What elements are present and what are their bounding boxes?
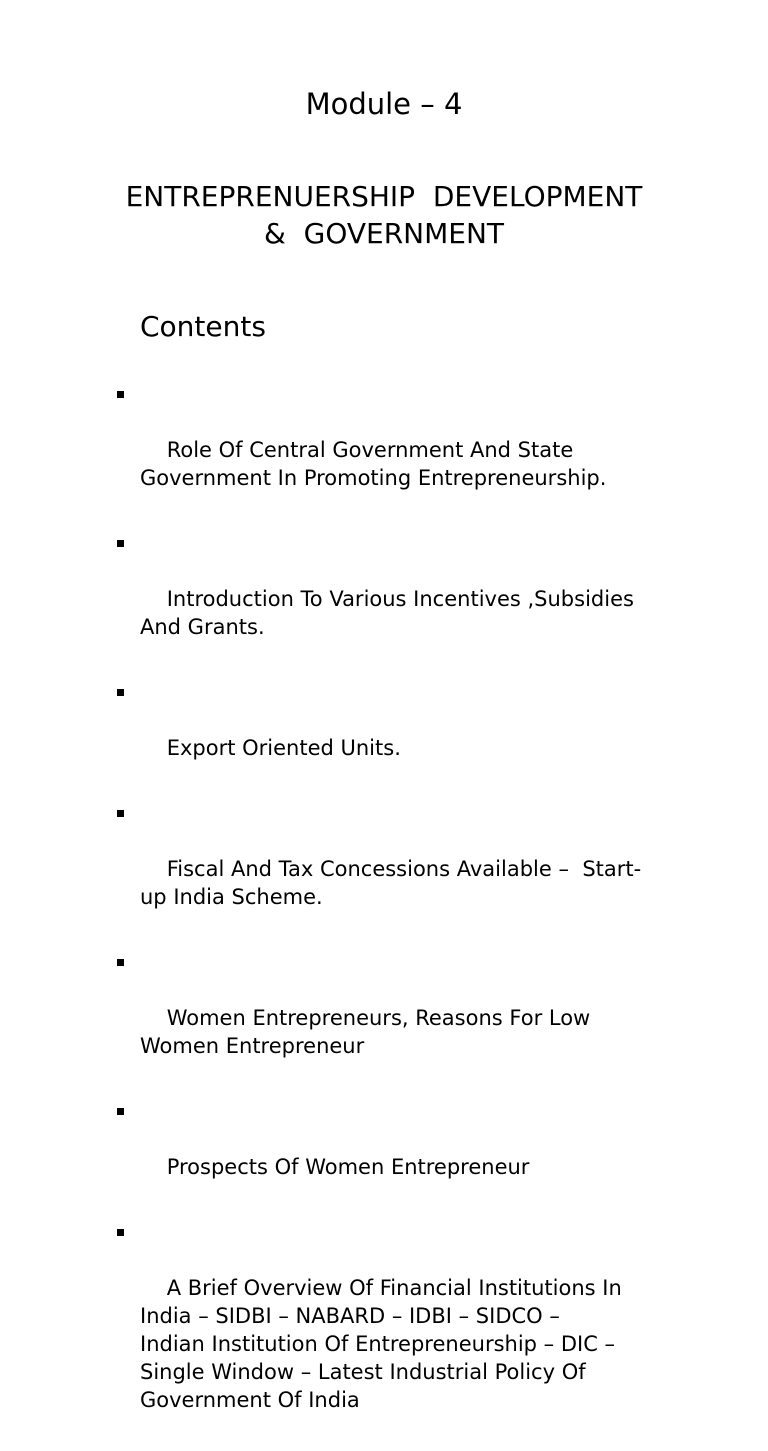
square-bullet-icon xyxy=(117,810,124,817)
list-item-text: Role Of Central Government And State Government In Promoting Entrepreneurship. xyxy=(140,438,607,490)
module-title: Module – 4 xyxy=(305,87,463,121)
list-item-text: Prospects Of Women Entrepreneur xyxy=(166,1155,530,1179)
list-item xyxy=(112,380,682,520)
square-bullet-icon xyxy=(117,959,124,966)
square-bullet-icon xyxy=(117,391,124,398)
list-item xyxy=(112,1097,682,1209)
list-item-text: Export Oriented Units. xyxy=(166,736,401,760)
list-item-text: Introduction To Various Incentives ,Subsidies And Grants. xyxy=(140,587,634,639)
square-bullet-icon xyxy=(117,689,124,696)
contents-heading: Contents xyxy=(140,310,266,343)
list-item-text: Fiscal And Tax Concessions Available – Start- up India Scheme. xyxy=(140,857,642,909)
list-item xyxy=(112,678,682,790)
list-item-text: A Brief Overview Of Financial Institutions In India – SIDBI – NABARD – IDBI – SIDCO – Indian Institution Of Entrepreneurship – DIC – Single Window – Latest Industrial Policy Of Government Of India xyxy=(140,1276,622,1412)
main-title-line-2: & GOVERNMENT xyxy=(263,217,505,250)
list-item xyxy=(112,1218,682,1442)
main-title-line-1: ENTREPRENUERSHIP DEVELOPMENT xyxy=(125,180,643,213)
list-item xyxy=(112,799,682,939)
list-item xyxy=(112,948,682,1088)
main-title xyxy=(0,178,768,252)
list-item xyxy=(112,529,682,669)
contents-list xyxy=(112,380,682,1451)
square-bullet-icon xyxy=(117,1108,124,1115)
square-bullet-icon xyxy=(117,540,124,547)
square-bullet-icon xyxy=(117,1229,124,1236)
list-item-text: Women Entrepreneurs, Reasons For Low Women Entrepreneur xyxy=(140,1006,591,1058)
